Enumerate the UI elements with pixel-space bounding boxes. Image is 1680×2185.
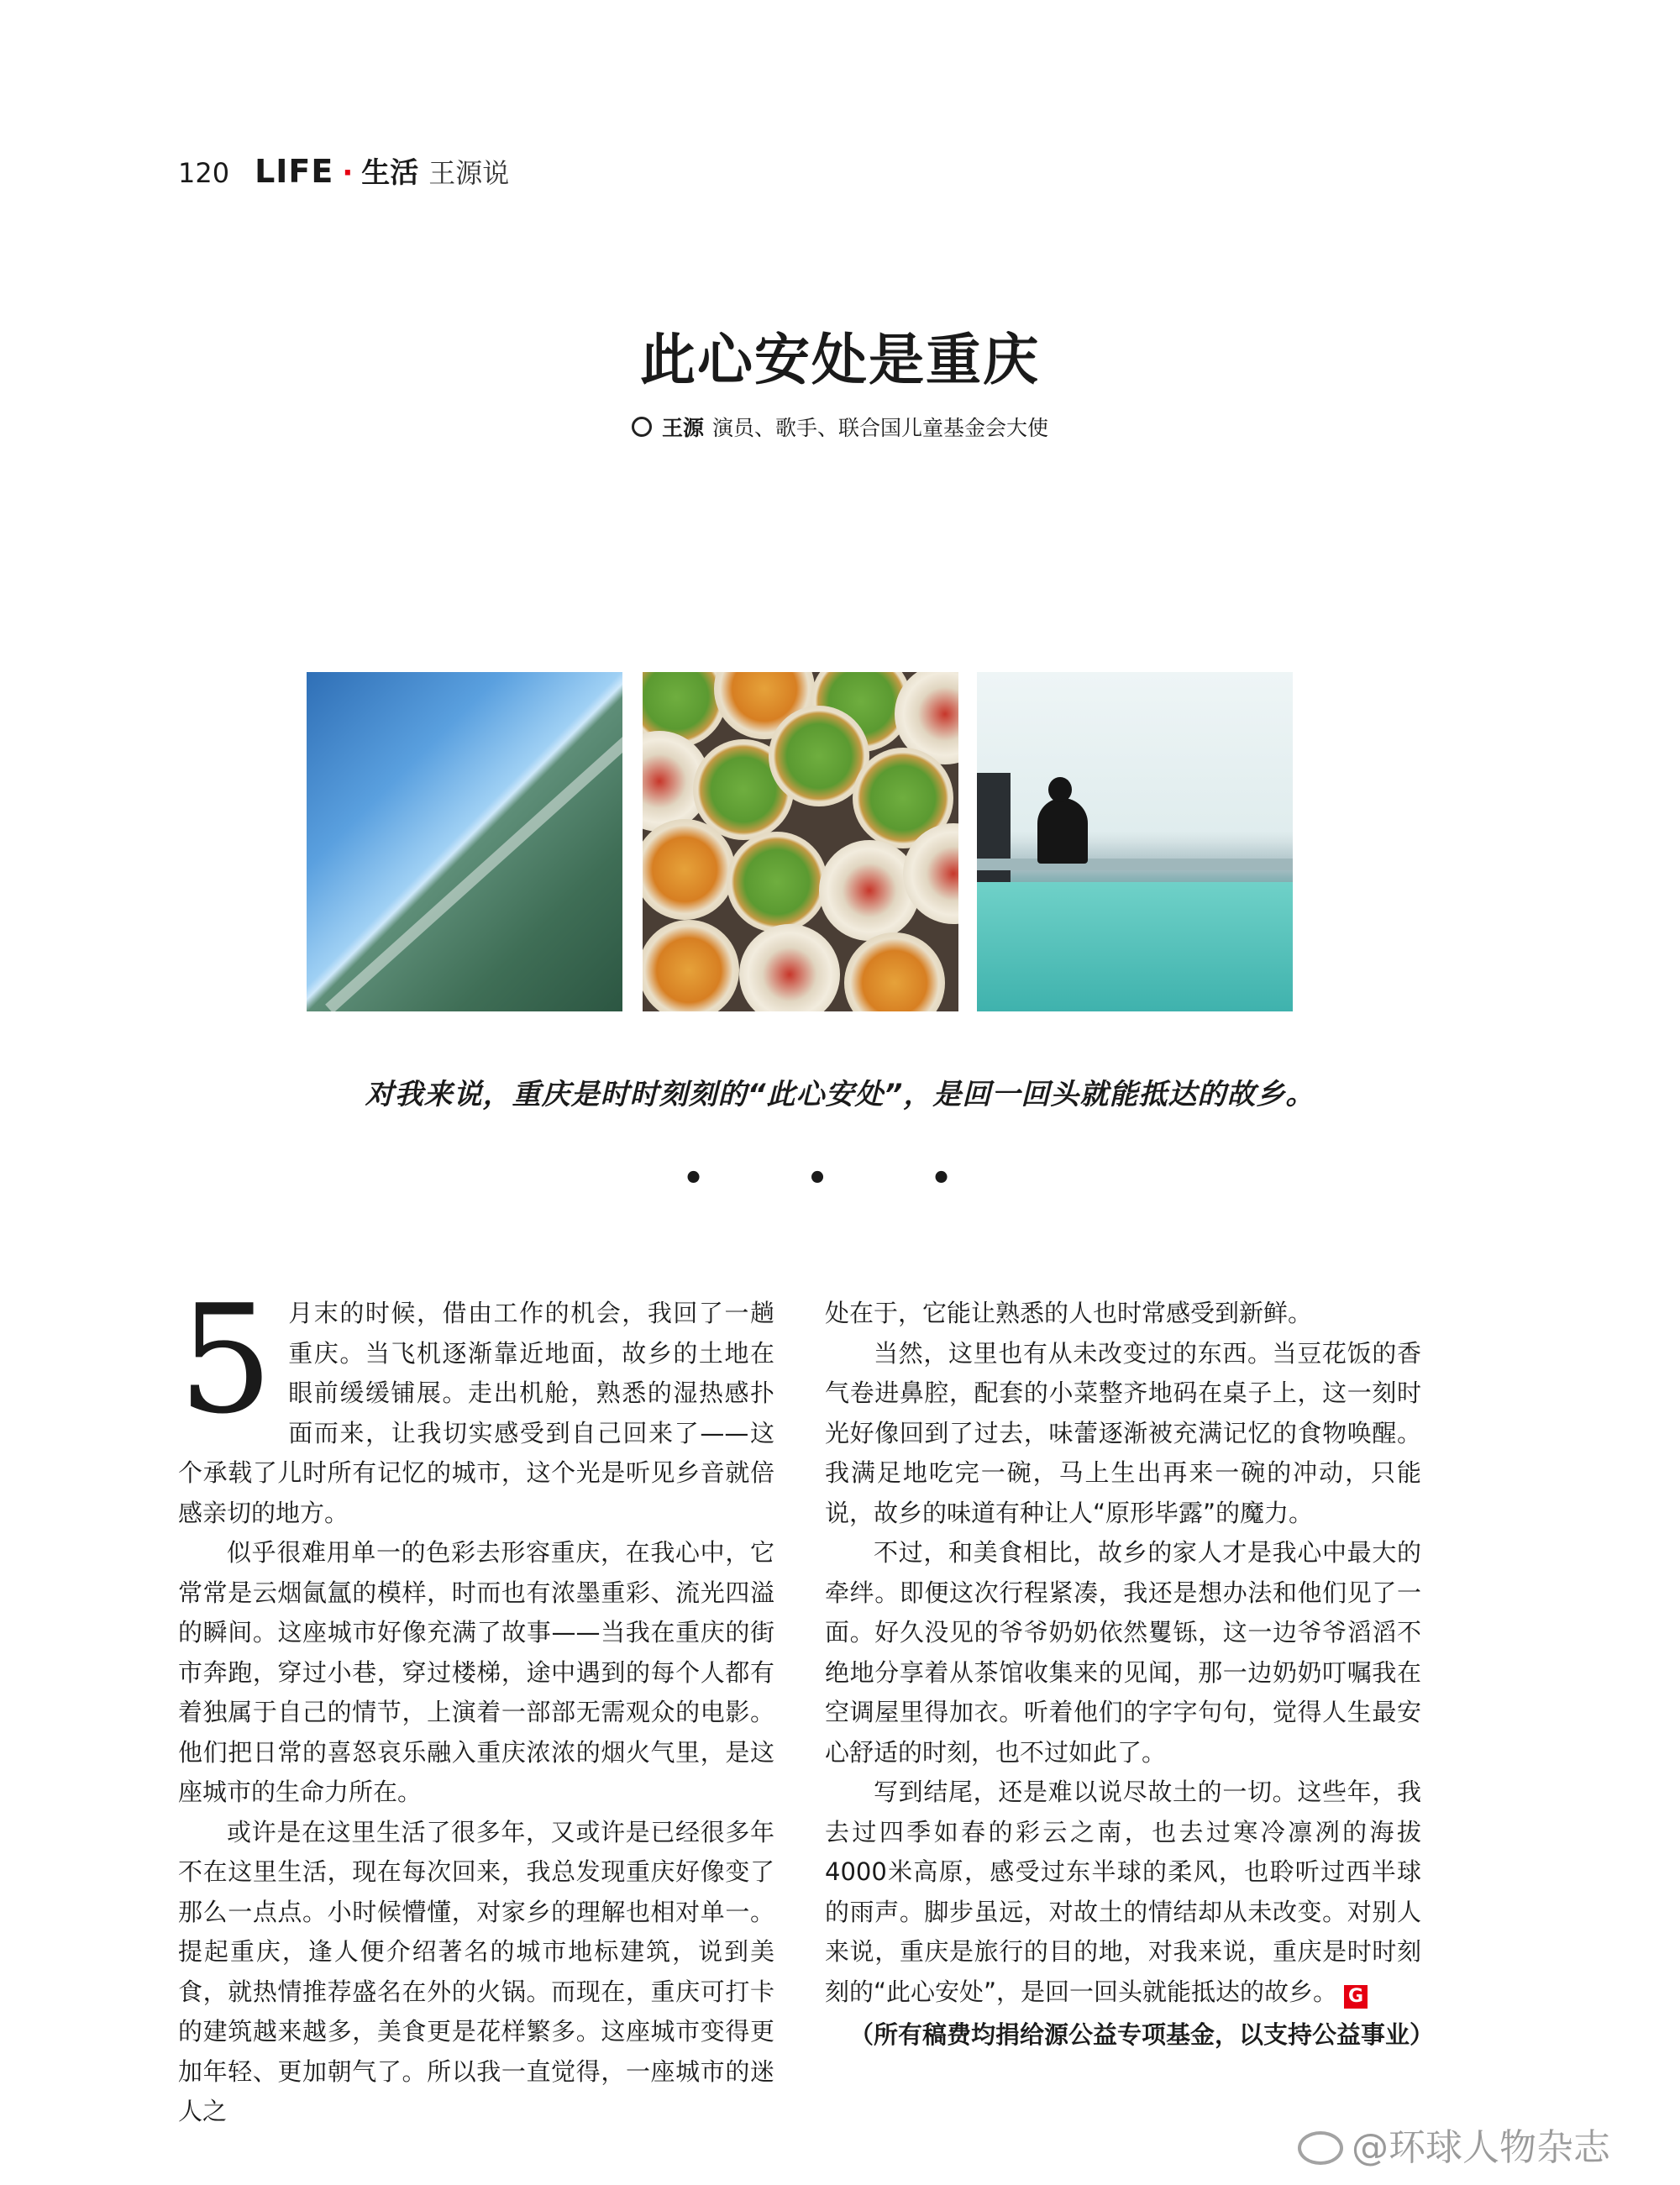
paragraph: 写到结尾，还是难以说尽故土的一切。这些年，我去过四季如春的彩云之南，也去过寒冷凛冽的海拔4000米高原，感受过东半球的柔风，也聆听过西半球的雨声。脚步虽远，对故土的情结却从未改变。对别人来说，重庆是旅行的目的地，对我来说，重庆是时时刻刻的“此心安处”，是回一回头就能抵达的故乡。 G [825, 1778, 1421, 2007]
section-divider: • • • [682, 1159, 998, 1198]
byline-circle-icon [632, 417, 652, 437]
food-bowls-photo [643, 672, 958, 1011]
paragraph: 5 月末的时候，借由工作的机会，我回了一趟重庆。当飞机逐渐靠近地面，故乡的土地在眼前缓缓铺展。走出机舱，熟悉的湿热感扑面而来，让我切实感受到自己回来了——这个承载了儿时所有记忆的城市，这个光是听见乡音就倍感亲切的地方。 [178, 1273, 774, 1527]
author-name: 王源 [661, 416, 704, 440]
page-header [178, 150, 509, 192]
author-roles: 演员、歌手、联合国儿童基金会大使 [712, 416, 1049, 440]
text-column-left [178, 1273, 774, 2132]
end-mark-icon: G [1344, 1985, 1368, 2009]
article-title: 此心安处是重庆 [640, 328, 1040, 392]
watermark [1298, 2117, 1610, 2171]
paragraph: 或许是在这里生活了很多年，又或许是已经很多年不在这里生活，现在每次回来，我总发现重庆好像变了那么一点点。小时候懵懂，对家乡的理解也相对单一。提起重庆，逢人便介绍著名的城市地标建筑，说到美食，就热情推荐盛名在外的火锅。而现在，重庆可打卡的建筑越来越多，美食更是花样繁多。这座城市变得更加年轻、更加朝气了。所以我一直觉得，一座城市的迷人之 [178, 1817, 774, 2125]
paragraph: 不过，和美食相比，故乡的家人才是我心中最大的牵绊。即便这次行程紧凑，我还是想办法和他们见了一面。好久没见的爷爷奶奶依然矍铄，这一边爷爷滔滔不绝地分享着从茶馆收集来的见闻，那一边奶奶叮嘱我在空调屋里得加衣。听着他们的字字句句，觉得人生最安心舒适的时刻，也不过如此了。 [825, 1538, 1421, 1767]
section-label-en: LIFE [255, 153, 334, 190]
paragraph: 当然，这里也有从未改变过的东西。当豆花饭的香气卷进鼻腔，配套的小菜整齐地码在桌子上，这一刻时光好像回到了过去，味蕾逐渐被充满记忆的食物唤醒。我满足地吃完一碗，马上生出再来一碗的冲动，只能说，故乡的味道有种让人“原形毕露”的魔力。 [825, 1338, 1421, 1527]
paragraph: 处在于，它能让熟悉的人也时常感受到新鲜。 [825, 1299, 1313, 1327]
column-name: 王源说 [428, 157, 510, 189]
weibo-icon [1298, 2131, 1343, 2165]
infinity-pool-photo [977, 672, 1293, 1011]
byline [0, 412, 1680, 442]
section-label-zh: 生活 [361, 156, 419, 190]
page-number: 120 [178, 157, 230, 189]
aerial-view-photo [307, 672, 622, 1011]
paragraph: 似乎很难用单一的色彩去形容重庆，在我心中，它常常是云烟氤氲的模样，时而也有浓墨重彩、流光四溢的瞬间。这座城市好像充满了故事——当我在重庆的街市奔跑，穿过小巷，穿过楼梯，途中遇到的每个人都有着独属于自己的情节，上演着一部部无需观众的电影。他们把日常的喜怒哀乐融入重庆浓浓的烟火气里，是这座城市的生命力所在。 [178, 1538, 774, 1806]
text-column-right [825, 1294, 1435, 2056]
watermark-text: @环球人物杂志 [1352, 2126, 1610, 2169]
drop-cap: 5 [178, 1273, 274, 1447]
donation-note: （所有稿费均捐给源公益专项基金，以支持公益事业） [849, 2020, 1435, 2049]
pull-quote: 对我来说，重庆是时时刻刻的“此心安处”，是回一回头就能抵达的故乡。 [365, 1078, 1315, 1111]
section-separator: · [342, 156, 354, 190]
